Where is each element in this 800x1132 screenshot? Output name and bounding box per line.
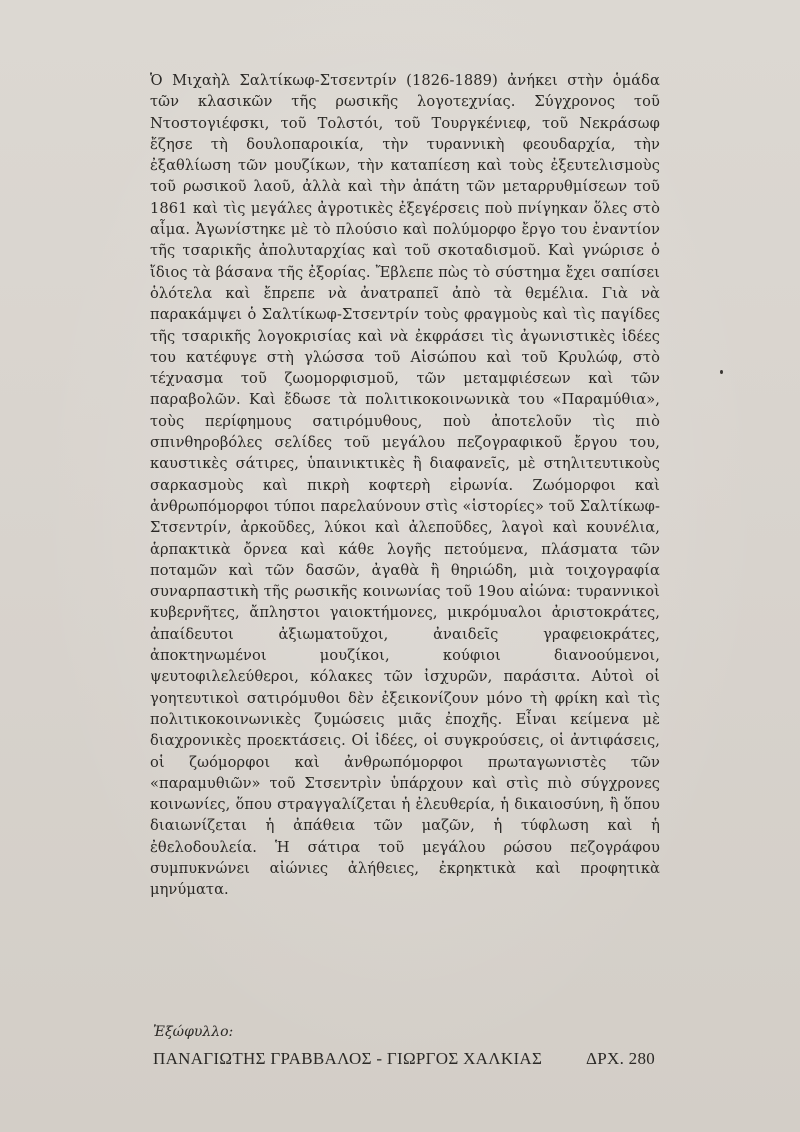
- price-label: ΔΡΧ. 280: [586, 1049, 656, 1068]
- print-speck: [720, 370, 723, 374]
- book-description: Ὁ Μιχαὴλ Σαλτίκωφ-Στσεντρίν (1826-1889) ἀνήκει στὴν ὁμάδα τῶν κλασικῶν τῆς ρωσικῆς λογοτεχνίας. Σύγχρονος τοῦ Ντοστογιέφσκι, τοῦ Τολστόι, τοῦ Τουργκένιεφ, τοῦ Νεκράσωφ ἔζησε τὴ δουλοπαροικία, τὴν τυραννικὴ φεουδαρχία, τὴν ἐξαθλίωση τῶν μουζίκων, τὴν καταπίεση καὶ τοὺς ἐξευτελισμοὺς τοῦ ρωσικοῦ λαοῦ, ἀλλὰ καὶ τὴν ἀπάτη τῶν μεταρρυθμίσεων τοῦ 1861 καὶ τὶς μεγάλες ἀγροτικὲς ἐξεγέρσεις ποὺ πνίγηκαν ὅλες στὸ αἷμα. Ἀγωνίστηκε μὲ τὸ πλούσιο καὶ πολύμορφο ἔργο του ἐναντίον τῆς τσαρικῆς ἀπολυταρχίας καὶ τοῦ σκοταδισμοῦ. Καὶ γνώρισε ὁ ἴδιος τὰ βάσανα τῆς ἐξορίας. Ἔβλεπε πὼς τὸ σύστημα ἔχει σαπίσει ὁλότελα καὶ ἔπρεπε νὰ ἀνατραπεῖ ἀπὸ τὰ θεμέλια. Γιὰ νὰ παρακάμψει ὁ Σαλτίκωφ-Στσεντρίν τοὺς φραγμοὺς καὶ τὶς παγίδες τῆς τσαρικῆς λογοκρισίας καὶ νὰ ἐκφράσει τὶς ἀγωνιστικὲς ἰδέες του κατέφυγε στὴ γλώσσα τοῦ Αἰσώπου καὶ τοῦ Κρυλώφ, στὸ τέχνασμα τοῦ ζωομορφισμοῦ, τῶν μεταμφιέσεων καὶ τῶν παραβολῶν. Καὶ ἔδωσε τὰ πολιτικοκοινωνικὰ του «Παραμύθια», τοὺς περίφημους σατιρόμυθους, ποὺ ἀποτελοῦν τὶς πιὸ σπινθηροβόλες σελίδες τοῦ μεγάλου πεζογραφικοῦ ἔργου του, καυστικὲς σάτιρες, ὑπαινικτικὲς ἢ διαφανεῖς, μὲ στηλιτευτικοὺς σαρκασμοὺς καὶ πικρὴ κοφτερὴ εἰρωνία. Ζωόμορφοι καὶ ἀνθρωπόμορφοι τύποι παρελαύνουν στὶς «ἱστορίες» τοῦ Σαλτίκωφ-Στσεντρίν, ἀρκοῦδες, λύκοι καὶ ἀλεποῦδες, λαγοὶ καὶ κουνέλια, ἁρπακτικὰ ὄρνεα καὶ κάθε λογῆς πετούμενα, πλάσματα τῶν ποταμῶν καὶ τῶν δασῶν, ἀγαθὰ ἢ θηριώδη, μιὰ τοιχογραφία συναρπαστικὴ τῆς ρωσικῆς κοινωνίας τοῦ 19ου αἰώνα: τυραννικοὶ κυβερνῆτες, ἄπληστοι γαιοκτήμονες, μικρόμυαλοι ἀριστοκράτες, ἀπαίδευτοι ἀξιωματοῦχοι, ἀναιδεῖς γραφειοκράτες, ἀποκτηνωμένοι μουζίκοι, κούφιοι διανοούμενοι, ψευτοφιλελεύθεροι, κόλακες τῶν ἰσχυρῶν, παράσιτα. Αὐτοὶ οἱ γοητευτικοὶ σατιρόμυθοι δὲν ἐξεικονίζουν μόνο τὴ φρίκη καὶ τὶς πολιτικοκοινωνικὲς ζυμώσεις μιᾶς ἐποχῆς. Εἶναι κείμενα μὲ διαχρονικὲς προεκτάσεις. Οἱ ἰδέες, οἱ συγκρούσεις, οἱ ἀντιφάσεις, οἱ ζωόμορφοι καὶ ἀνθρωπόμορφοι πρωταγωνιστὲς τῶν «παραμυθιῶν» τοῦ Στσεντρὶν ὑπάρχουν καὶ στὶς πιὸ σύγχρονες κοινωνίες, ὅπου στραγγαλίζεται ἡ ἐλευθερία, ἡ δικαιοσύνη, ἢ ὅπου διαιωνίζεται ἡ ἀπάθεια τῶν μαζῶν, ἡ τύφλωση καὶ ἡ ἐθελοδουλεία. Ἡ σάτιρα τοῦ μεγάλου ρώσου πεζογράφου συμπυκνώνει αἰώνιες ἀλήθειες, ἐκρηκτικὰ καὶ προφητικὰ μηνύματα.: [150, 72, 660, 899]
- cover-credit-label: Ἐξώφυλλο:: [153, 1024, 234, 1040]
- cover-credit-artists: ΠΑΝΑΓΙΩΤΗΣ ΓΡΑΒΒΑΛΟΣ - ΓΙΩΡΓΟΣ ΧΑΛΚΙΑΣ: [153, 1049, 543, 1068]
